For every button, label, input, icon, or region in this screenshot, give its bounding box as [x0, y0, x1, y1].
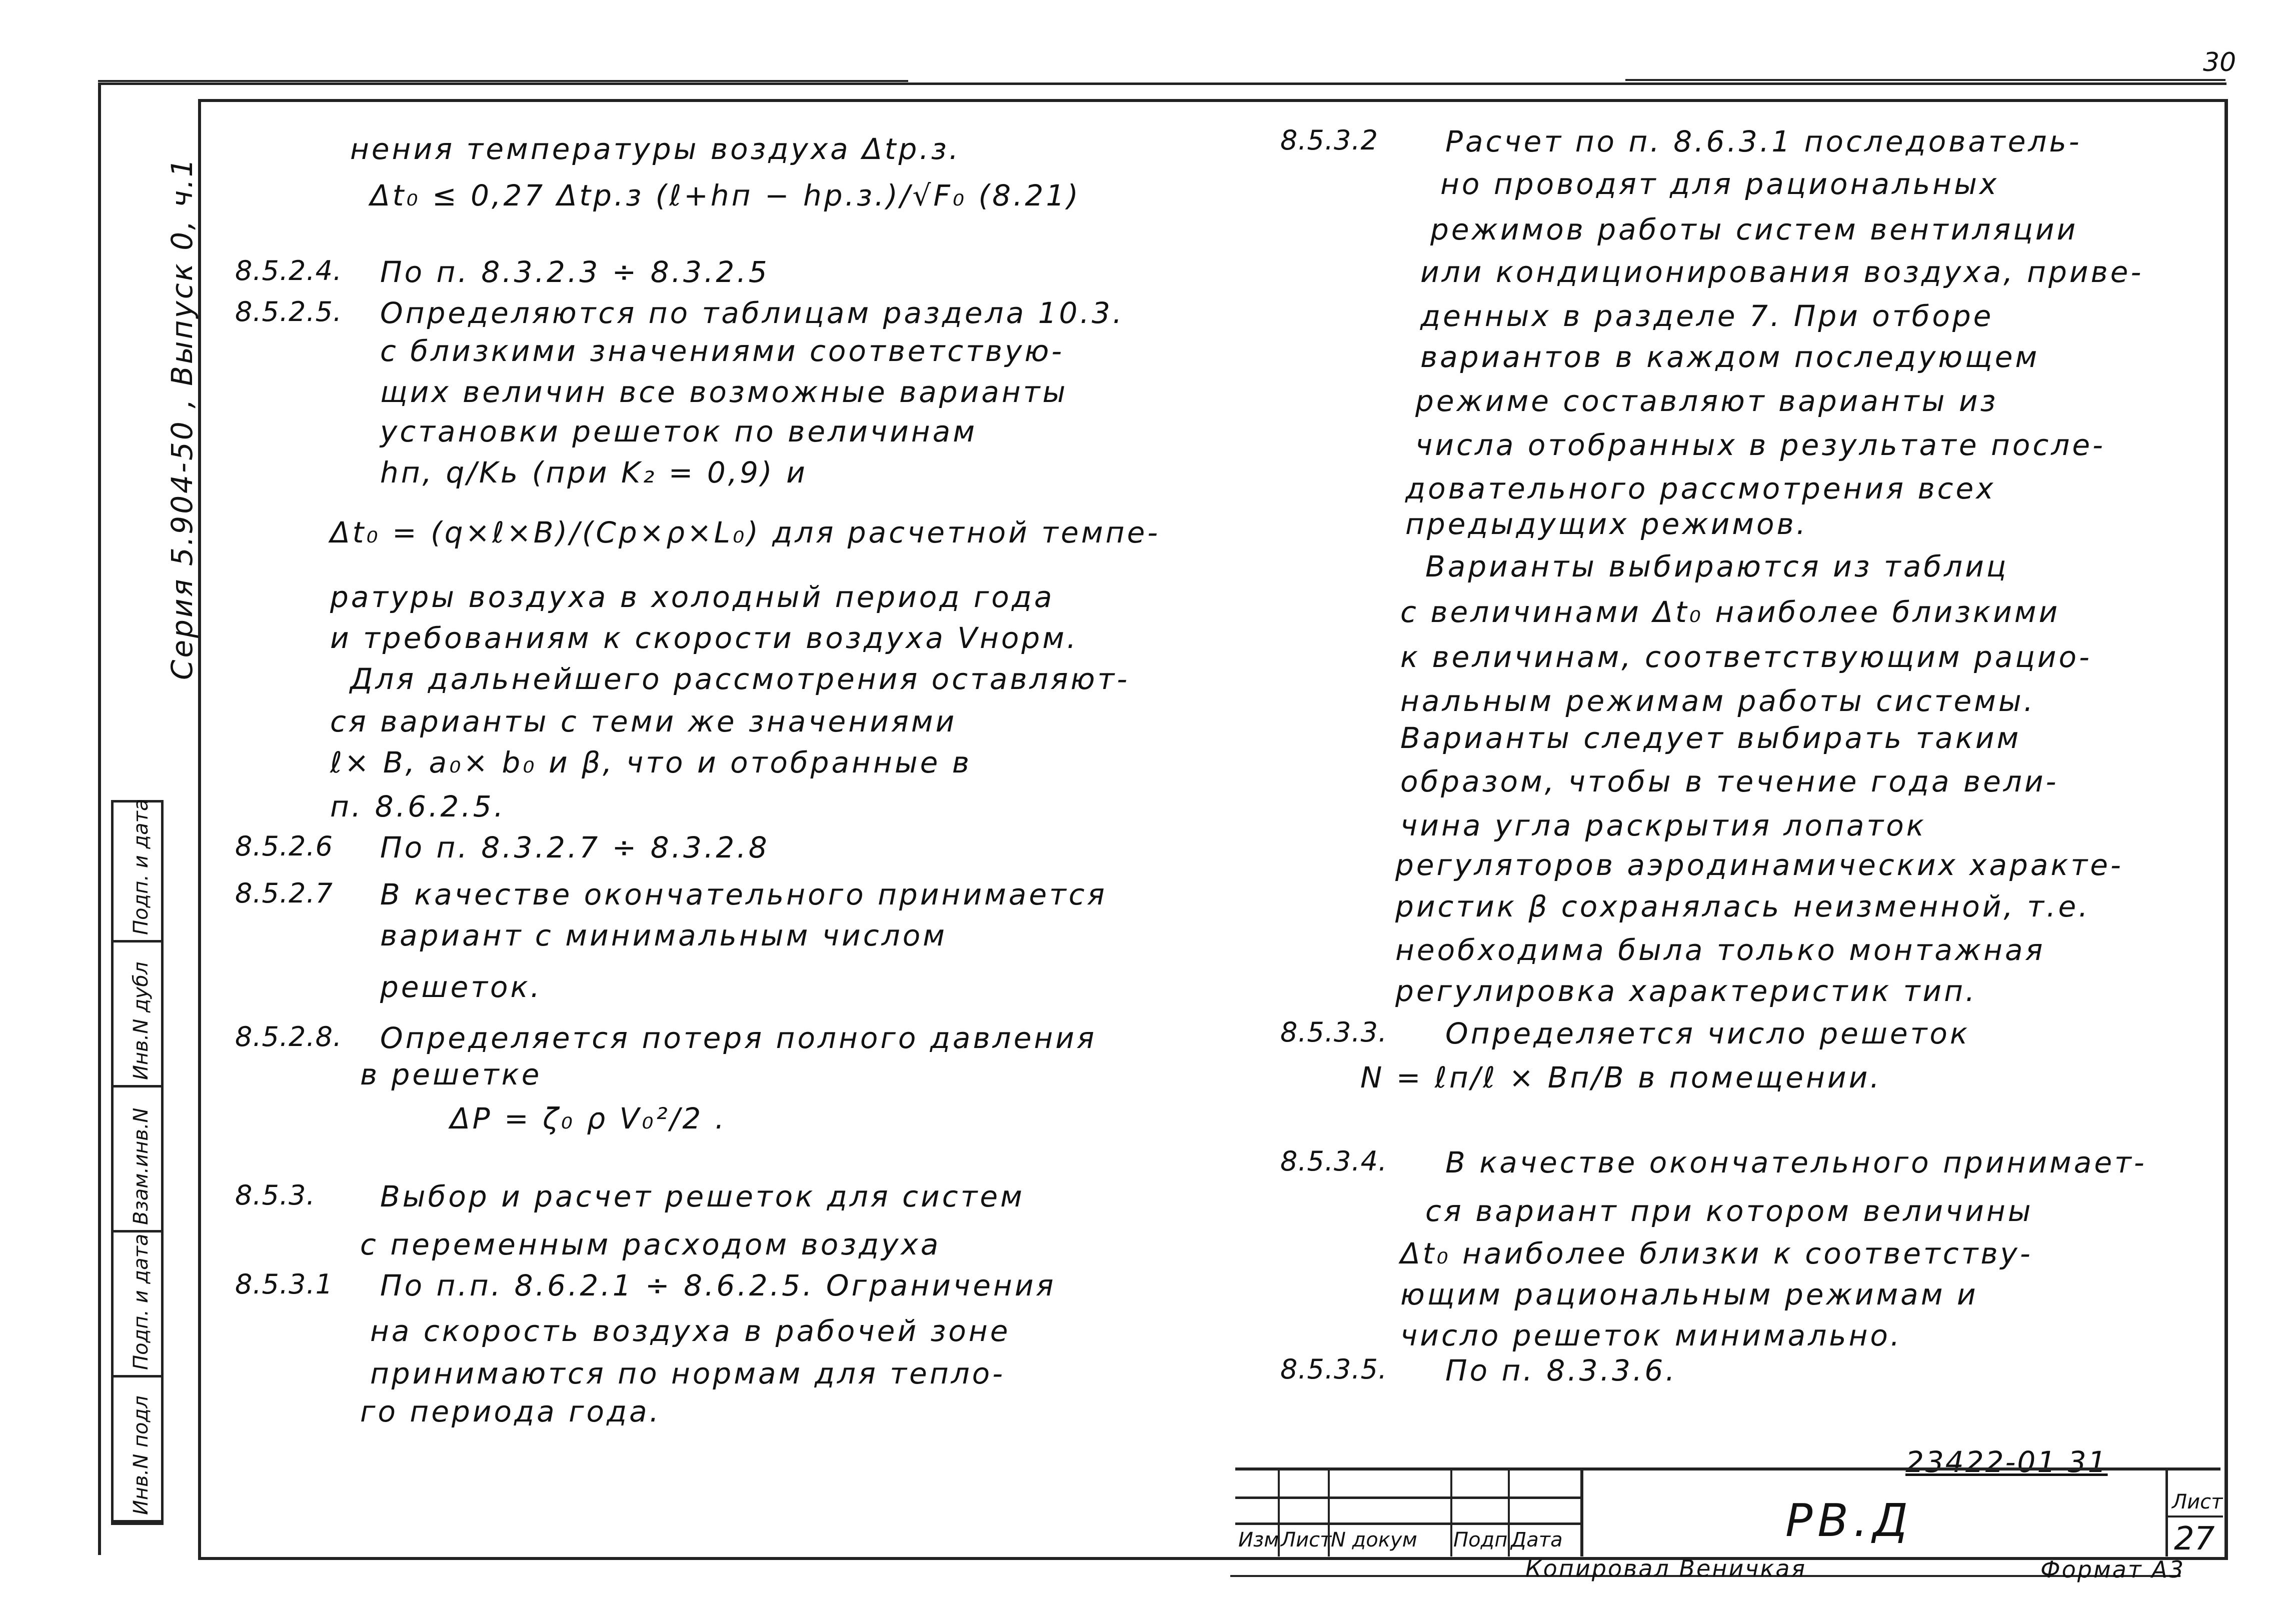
title-block [1235, 1468, 2223, 1558]
text-line: Варианты выбираются из таблиц [1425, 550, 2009, 584]
text-line: решеток. [380, 970, 542, 1004]
clause-number: 8.5.3. [235, 1180, 316, 1211]
column-header: Лист [1281, 1528, 1332, 1552]
text-line: и требованиям к скорости воздуха Vнорм. [330, 621, 1079, 655]
text-line: N = ℓп/ℓ × Bп/B в помещении. [1360, 1060, 1882, 1094]
text-line: ристик β сохранялась неизменной, т.е. [1395, 890, 2090, 924]
revision-grid [1235, 1470, 1583, 1556]
text-line: По п. 8.3.2.3 ÷ 8.3.2.5 [380, 255, 770, 289]
text-line: предыдущих режимов. [1405, 507, 1808, 541]
stamp-field-label: Инв.N подл [130, 1396, 153, 1515]
clause-number: 8.5.3.5. [1280, 1354, 1388, 1385]
text-line: установки решеток по величинам [380, 414, 977, 448]
text-line: Выбор и расчет решеток для систем [380, 1180, 1025, 1214]
grid-divider [1508, 1470, 1510, 1556]
copied-by: Копировал Веничкая [1525, 1555, 1807, 1582]
text-line: ℓ× B, a₀× b₀ и β, что и отобранные в [330, 746, 972, 780]
text-line: го периода года. [360, 1394, 662, 1428]
text-line: Определяется число решеток [1445, 1016, 1970, 1050]
text-line: Δt₀ = (q×ℓ×B)/(Cp×ρ×L₀) для расчетной темпе- [330, 516, 1161, 550]
text-line: число решеток минимально. [1400, 1318, 1902, 1352]
stamp-field-label: Подп. и дата [130, 1234, 153, 1370]
column-header: Дата [1511, 1528, 1563, 1552]
text-line: числа отобранных в результате после- [1415, 428, 2105, 462]
margin-stamp-values [161, 800, 199, 1520]
document-title: РВ.Д [1785, 1494, 1913, 1547]
text-line: с близкими значениями соответствую- [380, 334, 1065, 368]
grid-divider [1278, 1470, 1280, 1556]
grid-row [1235, 1470, 1580, 1499]
divider [2168, 1516, 2223, 1518]
stamp-cell [114, 798, 164, 942]
text-line: в решетке [360, 1058, 542, 1092]
clause-number: 8.5.2.4. [235, 255, 343, 286]
text-line: По п. 8.3.2.7 ÷ 8.3.2.8 [380, 830, 770, 864]
series-label: Серия 5.904-50 , Выпуск 0, ч.1 [165, 156, 199, 680]
column-header: Подп [1453, 1528, 1508, 1552]
grid-row [1235, 1496, 1580, 1525]
sheet-label: Лист [2172, 1490, 2223, 1514]
column-header: Изм [1238, 1528, 1279, 1552]
text-line: вариантов в каждом последующем [1420, 340, 2040, 374]
text-line: принимаются по нормам для тепло- [370, 1356, 1006, 1390]
clause-number: 8.5.3.3. [1280, 1016, 1388, 1048]
text-line: ΔP = ζ₀ ρ V₀²/2 . [450, 1102, 727, 1136]
stamp-cell [114, 1232, 164, 1378]
text-line: Определяется потеря полного давления [380, 1021, 1097, 1055]
grid-divider [1328, 1470, 1330, 1556]
text-line: режимов работы систем вентиляции [1430, 212, 2078, 246]
text-line: щих величин все возможные варианты [380, 375, 1068, 409]
text-line: По п. 8.3.3.6. [1445, 1354, 1677, 1388]
text-line: чина угла раскрытия лопаток [1400, 808, 1926, 842]
sheet-number: 27 [2174, 1520, 2215, 1558]
document-number: 23422-01 31 [1905, 1445, 2108, 1479]
text-line: с величинами Δt₀ наиболее близкими [1400, 595, 2060, 629]
text-line: регулировка характеристик тип. [1395, 974, 1977, 1008]
text-line: но проводят для рациональных [1440, 167, 1999, 201]
stamp-field-label: Взам.инв.N [130, 1108, 153, 1225]
text-line: ся варианты с теми же значениями [330, 704, 957, 738]
margin-stamp [111, 800, 164, 1525]
stamp-field-label: Подп. и дата [130, 798, 153, 935]
text-line: Для дальнейшего рассмотрения оставляют- [350, 662, 1130, 696]
text-line: довательного рассмотрения всех [1405, 472, 1996, 506]
clause-number: 8.5.3.1 [235, 1268, 333, 1300]
clause-number: 8.5.2.6 [235, 830, 333, 862]
column-header: N докум [1331, 1528, 1417, 1552]
clause-number: 8.5.3.4. [1280, 1146, 1388, 1177]
text-line: hп, q/Kь (при K₂ = 0,9) и [380, 456, 808, 490]
text-line: регуляторов аэродинамических характе- [1395, 848, 2123, 882]
text-line: В качестве окончательного принимает- [1445, 1146, 2147, 1180]
text-line: Δt₀ ≤ 0,27 Δtр.з (ℓ+hп − hр.з.)/√F₀ (8.21) [370, 178, 1081, 212]
text-line: режиме составляют варианты из [1415, 384, 1998, 418]
text-line: ющим рациональным режимам и [1400, 1278, 1978, 1312]
grid-divider [1450, 1470, 1452, 1556]
text-line: Δt₀ наиболее близки к соответству- [1400, 1236, 2033, 1270]
text-line: нения температуры воздуха Δtр.з. [350, 132, 961, 166]
text-line: В качестве окончательного принимается [380, 878, 1107, 912]
text-line: Определяются по таблицам раздела 10.3. [380, 296, 1125, 330]
text-line: По п.п. 8.6.2.1 ÷ 8.6.2.5. Ограничения [380, 1268, 1056, 1302]
stamp-cell [114, 942, 164, 1088]
text-line: ся вариант при котором величины [1425, 1194, 2033, 1228]
stamp-field-label: Инв.N дубл [130, 962, 153, 1080]
paper-format: Формат А3 [2040, 1556, 2185, 1583]
text-line: или кондиционирования воздуха, приве- [1420, 255, 2144, 289]
text-line: необходима была только монтажная [1395, 933, 2045, 967]
text-line: образом, чтобы в течение года вели- [1400, 764, 2059, 798]
clause-number: 8.5.2.7 [235, 878, 333, 909]
stamp-cell [114, 1378, 164, 1522]
frame-top-line [1625, 79, 2225, 81]
clause-number: 8.5.3.2 [1280, 124, 1378, 156]
page-number: 30 [2203, 48, 2236, 78]
text-line: ратуры воздуха в холодный период года [330, 580, 1055, 614]
text-line: с переменным расходом воздуха [360, 1228, 941, 1262]
text-line: Расчет по п. 8.6.3.1 последователь- [1445, 124, 2082, 158]
text-line: п. 8.6.2.5. [330, 790, 506, 824]
sheet-box [2165, 1470, 2223, 1556]
frame-top-line [98, 80, 908, 82]
clause-number: 8.5.2.8. [235, 1021, 343, 1052]
text-line: к величинам, соответствующим рацио- [1400, 640, 2092, 674]
text-line: вариант с минимальным числом [380, 918, 947, 952]
stamp-cell [114, 1088, 164, 1232]
text-line: денных в разделе 7. При отборе [1420, 299, 1994, 333]
text-line: Варианты следует выбирать таким [1400, 721, 2021, 755]
text-line: на скорость воздуха в рабочей зоне [370, 1314, 1011, 1348]
clause-number: 8.5.2.5. [235, 296, 343, 328]
text-line: нальным режимам работы системы. [1400, 684, 2036, 718]
